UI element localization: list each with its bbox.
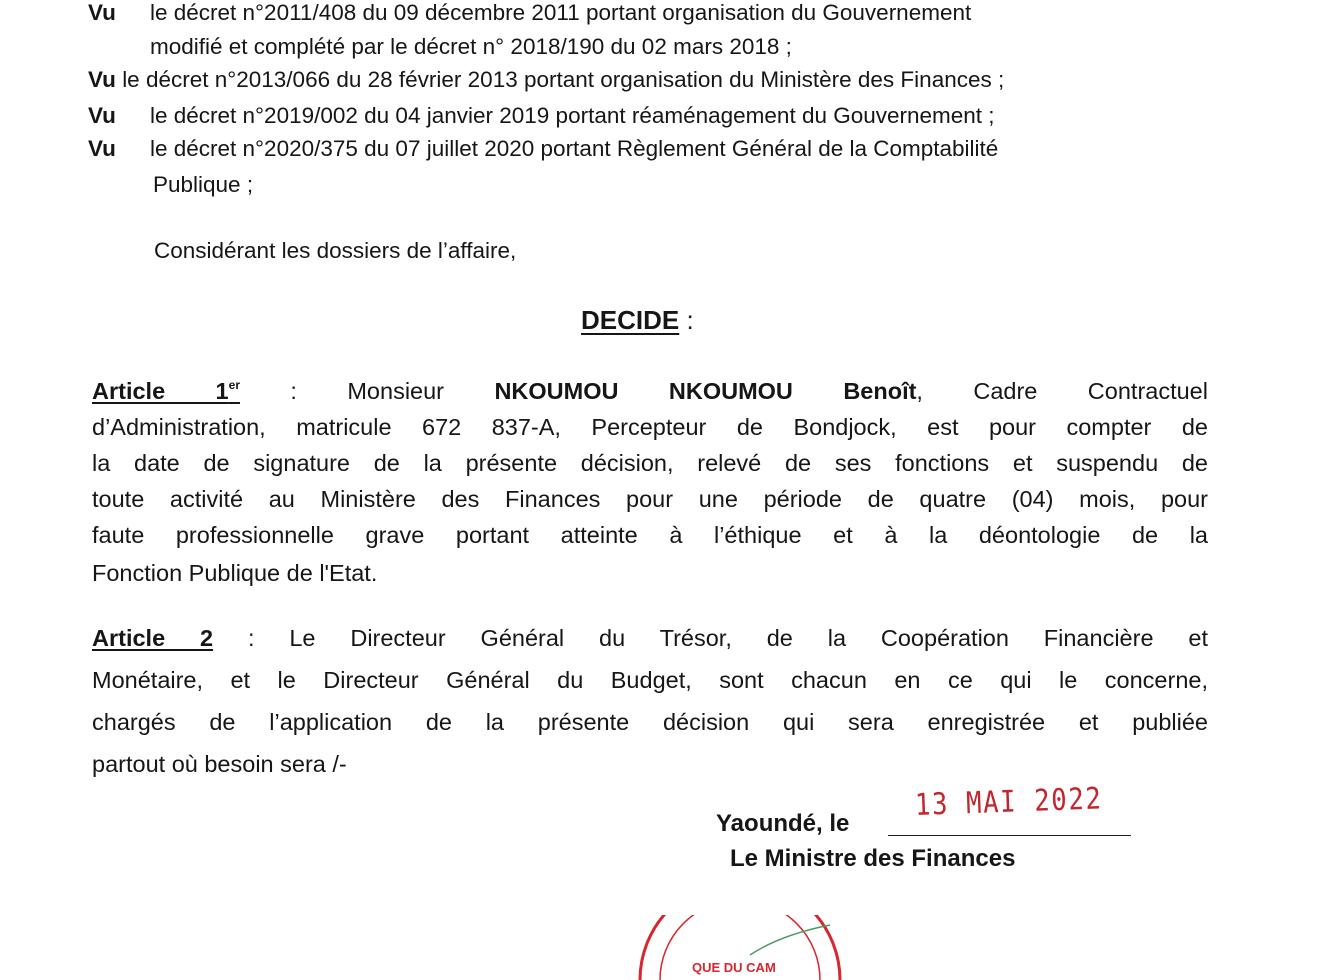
vu-label: Vu [88,103,116,128]
article-1-line: Fonction Publique de l'Etat. [92,560,378,586]
signature-place: Yaoundé, le [716,810,850,837]
vu-clause-3 [88,103,995,129]
article-1-rest: , Cadre Contractuel [916,378,1208,404]
vu-clause-4 [88,136,998,162]
person-name: NKOUMOU NKOUMOU Benoît [494,378,917,404]
article-2-line: Monétaire, et le Directeur Général du Budget, sont chacun en ce qui le concerne, [92,667,1208,693]
vu-clause-1 [88,0,971,26]
article-1-line-1 [92,378,1208,405]
article-1-line: toute activité au Ministère des Finances pour une période de quatre (04) mois, pour [92,486,1208,512]
article-1-label: Article 1er [92,378,240,404]
article-2-line: chargés de l’application de la présente décision qui sera enregistrée et publiée [92,709,1208,735]
official-stamp-icon [630,915,870,980]
considering-text: Considérant les dossiers de l’affaire, [154,238,517,263]
vu-label: Vu [88,67,116,92]
vu-continuation: Publique ; [153,172,254,197]
decide-title: DECIDE [581,305,680,335]
vu-continuation: modifié et complété par le décret n° 2018/190 du 02 mars 2018 ; [150,34,792,59]
article-1-line: la date de signature de la présente décision, relevé de ses fonctions et suspendu de [92,450,1208,476]
signatory-title: Le Ministre des Finances [730,845,1016,872]
vu-text: le décret n°2020/375 du 07 juillet 2020 portant Règlement Général de la Comptabilité [150,136,999,161]
article-2-label: Article 2 [92,625,214,651]
vu-clause-2 [88,67,1004,93]
vu-text: le décret n°2019/002 du 04 janvier 2019 portant réaménagement du Gouvernement ; [150,103,995,128]
article-2-rest: : Le Directeur Général du Trésor, de la Coopération Financière et [213,625,1208,651]
article-1-intro: : Monsieur [239,378,495,404]
decide-suffix: : [679,305,694,335]
article-1-line: d’Administration, matricule 672 837-A, Percepteur de Bondjock, est pour compter de [92,414,1208,440]
vu-label: Vu [88,136,116,161]
vu-label: Vu [88,0,116,25]
article-2-line-1 [92,625,1208,652]
stamp-text: QUE DU CAM [692,960,776,975]
handwritten-date: 13 MAI 2022 [914,781,1104,823]
article-1-line: faute professionnelle grave portant atteinte à l’éthique et à la déontologie de la [92,522,1208,548]
vu-text: le décret n°2011/408 du 09 décembre 2011 portant organisation du Gouvernement [150,0,972,25]
date-underline [888,835,1131,836]
article-2-line: partout où besoin sera /- [92,751,347,777]
vu-text: le décret n°2013/066 du 28 février 2013 portant organisation du Ministère des Finances ; [122,67,1005,92]
decide-heading [581,305,694,336]
